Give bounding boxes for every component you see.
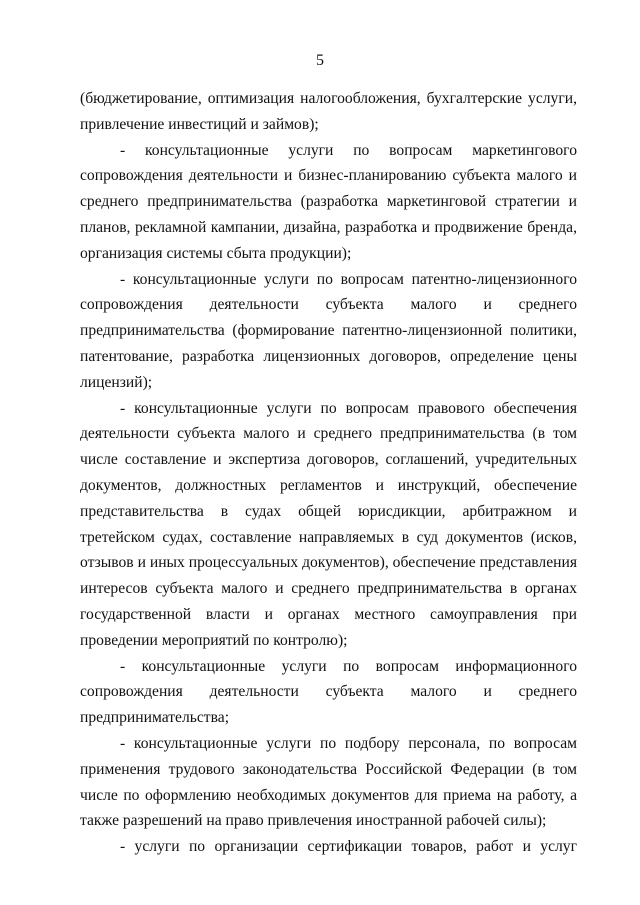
paragraph-patent-licensing-consulting: - консультационные услуги по вопросам патентно-лицензионного сопровождения деятельности субъекта малого и среднего предпринимательства (формирование патентно-лицензионной политики, патентование, разработка лицензионных договоров, определение цены лицензий); xyxy=(80,270,577,391)
paragraph-marketing-consulting: - консультационные услуги по вопросам маркетингового сопровождения деятельности и бизнес-планированию субъекта малого и среднего предпринимательства (разработка маркетинговой стратегии и планов, рекламной кампании, дизайна, разработка и продвижение бренда, организация системы сбыта продукции); xyxy=(80,141,577,262)
page-number: 5 xyxy=(316,52,324,69)
paragraph-legal-consulting: - консультационные услуги по вопросам правового обеспечения деятельности субъекта малого и среднего предпринимательства (в том числе составление и экспертиза договоров, соглашений, учредительных документов, должностных регламентов и инструкций, обеспечение представительства в судах общей юрисдикции, арбитражном и третейском судах, составление направляемых в суд документов (исков, отзывов и иных процессуальных документов), обеспечение представления интересов субъекта малого и среднего предпринимательства в органах государственной власти и органах местного самоуправления при проведении мероприятий по контролю); xyxy=(80,399,577,649)
paragraph-personnel-consulting: - консультационные услуги по подбору персонала, по вопросам применения трудового законодательства Российской Федерации (в том числе по оформлению необходимых документов для приема на работу, а также разрешений на право привлечения иностранной рабочей силы); xyxy=(80,734,577,830)
paragraph-information-consulting: - консультационные услуги по вопросам информационного сопровождения деятельности субъекта малого и среднего предпринимательства; xyxy=(80,657,577,727)
paragraph-certification-services: - услуги по организации сертификации товаров, работ и услуг xyxy=(120,838,577,856)
paragraph-continuation: (бюджетирование, оптимизация налогообложения, бухгалтерские услуги, привлечение инвестиций и займов); xyxy=(80,90,577,133)
body-text xyxy=(80,86,577,860)
